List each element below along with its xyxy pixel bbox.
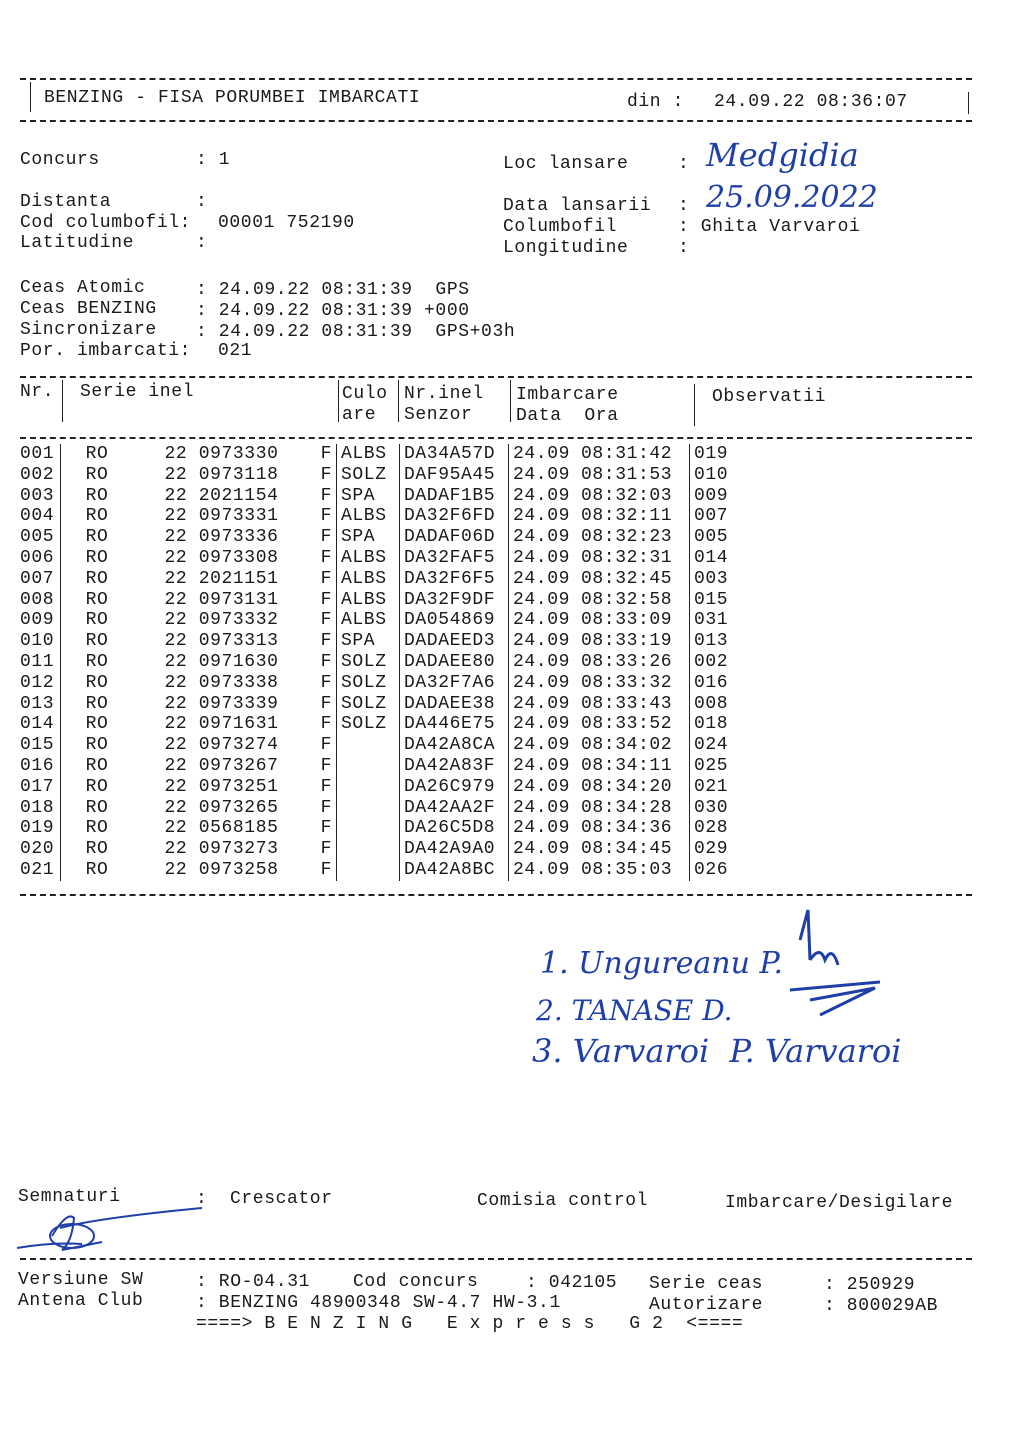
row-sensor: DA42A9A0 <box>400 839 509 860</box>
row-country: RO <box>85 651 109 672</box>
row-color <box>337 735 400 756</box>
row-ring-serial: 22 0973265 <box>164 797 279 818</box>
row-nr: 002 <box>20 465 61 486</box>
row-date: 24.09 <box>509 631 582 652</box>
table-row <box>20 506 754 527</box>
row-ring-serial: 22 0973330 <box>164 444 279 464</box>
row-sensor: DA32F7A6 <box>400 673 509 694</box>
row-color: SPA <box>337 527 400 548</box>
table-bottom-rule <box>20 894 972 896</box>
row-time: 08:32:31 <box>581 547 673 568</box>
row-nr: 001 <box>20 444 61 465</box>
autorizare-value: : 800029AB <box>824 1296 939 1316</box>
row-color: SOLZ <box>337 714 400 735</box>
table-row <box>20 694 754 715</box>
table-row <box>20 756 754 777</box>
row-time: 08:32:58 <box>581 589 673 610</box>
row-country: RO <box>85 735 109 756</box>
table-row <box>20 652 754 673</box>
row-ring-serial: 22 2021151 <box>164 568 279 589</box>
row-ring-serial: 22 0973267 <box>164 755 279 776</box>
row-date: 24.09 <box>509 714 582 735</box>
row-observation: 014 <box>690 548 755 569</box>
row-country: RO <box>85 839 109 860</box>
footer-top-rule <box>20 1258 972 1260</box>
row-color: ALBS <box>337 506 400 527</box>
row-color: SOLZ <box>337 652 400 673</box>
row-country: RO <box>85 589 109 610</box>
row-time: 08:33:43 <box>581 693 673 714</box>
table-row <box>20 673 754 694</box>
columbofil-value: : Ghita Varvaroi <box>678 217 861 237</box>
ceas-benzing-label: Ceas BENZING <box>20 299 157 319</box>
loc-lansare-sep: : <box>678 154 690 174</box>
row-date: 24.09 <box>509 548 582 569</box>
por-imbarcati-label: Por. imbarcati: <box>20 341 192 361</box>
row-sex: F <box>320 859 332 880</box>
row-time: 08:32:03 <box>581 485 673 506</box>
table-row <box>20 860 754 881</box>
row-ring-serial: 22 0973331 <box>164 506 279 527</box>
row-sex: F <box>320 610 332 631</box>
row-color: ALBS <box>337 548 400 569</box>
row-nr: 019 <box>20 818 61 839</box>
row-country: RO <box>85 610 109 631</box>
col-header-serie: Serie inel <box>80 382 195 402</box>
col-divider <box>694 384 695 426</box>
concurs-value: : 1 <box>196 150 231 170</box>
row-color: ALBS <box>337 569 400 590</box>
row-country: RO <box>85 444 109 464</box>
row-country: RO <box>85 568 109 589</box>
row-color <box>337 839 400 860</box>
row-observation: 024 <box>690 735 755 756</box>
row-date: 24.09 <box>509 610 582 631</box>
table-row <box>20 527 754 548</box>
row-color: SOLZ <box>337 694 400 715</box>
row-ring-serial: 22 0971630 <box>164 651 279 672</box>
row-sensor: DA32F9DF <box>400 590 509 611</box>
latitudine-label: Latitudine <box>20 233 135 253</box>
row-nr: 010 <box>20 631 61 652</box>
row-ring-serial: 22 0973118 <box>164 464 279 485</box>
distanta-value: : <box>196 192 208 212</box>
col-header-nr: Nr. <box>20 382 55 402</box>
table-row <box>20 569 754 590</box>
row-observation: 031 <box>690 610 755 631</box>
row-color <box>337 798 400 819</box>
din-label: din : <box>627 92 685 112</box>
row-nr: 018 <box>20 798 61 819</box>
row-sex: F <box>320 631 332 652</box>
row-color: ALBS <box>337 444 400 465</box>
header-bottom-rule <box>20 120 972 122</box>
row-country: RO <box>85 797 109 818</box>
col-header-imbarcare-2: Data Ora <box>516 406 619 426</box>
col-divider <box>510 380 511 422</box>
row-sensor: DADAEE38 <box>400 694 509 715</box>
row-date: 24.09 <box>509 860 582 881</box>
row-nr: 016 <box>20 756 61 777</box>
row-sensor: DA32F6FD <box>400 506 509 527</box>
row-sensor: DAF95A45 <box>400 465 509 486</box>
loc-lansare-label: Loc lansare <box>503 154 629 174</box>
table-row <box>20 798 754 819</box>
row-time: 08:31:53 <box>581 464 673 485</box>
row-ring-serial: 22 0973313 <box>164 631 279 652</box>
row-nr: 011 <box>20 652 61 673</box>
col-divider <box>398 380 399 422</box>
ceas-benzing-value: : 24.09.22 08:31:39 +000 <box>196 301 470 321</box>
row-nr: 013 <box>20 694 61 715</box>
row-country: RO <box>85 672 109 693</box>
row-sensor: DA446E75 <box>400 714 509 735</box>
antena-value: : BENZING 48900348 SW-4.7 HW-3.1 <box>196 1293 561 1313</box>
row-sex: F <box>320 568 332 589</box>
row-time: 08:34:02 <box>581 735 673 756</box>
row-country: RO <box>85 506 109 527</box>
row-time: 08:32:11 <box>581 506 673 527</box>
row-sensor: DA42A83F <box>400 756 509 777</box>
row-observation: 002 <box>690 652 755 673</box>
semnaturi-label: Semnaturi <box>18 1187 121 1207</box>
latitudine-value: : <box>196 233 208 253</box>
row-date: 24.09 <box>509 569 582 590</box>
row-time: 08:34:20 <box>581 776 673 797</box>
row-observation: 030 <box>690 798 755 819</box>
row-ring-serial: 22 0973273 <box>164 839 279 860</box>
row-country: RO <box>85 485 109 506</box>
row-ring-serial: 22 0973251 <box>164 776 279 797</box>
table-row <box>20 444 754 465</box>
row-sensor: DA26C5D8 <box>400 818 509 839</box>
versiune-value: : RO-04.31 <box>196 1272 311 1292</box>
row-observation: 013 <box>690 631 755 652</box>
row-time: 08:34:36 <box>581 818 673 839</box>
col-header-observatii: Observatii <box>712 387 827 407</box>
row-nr: 017 <box>20 777 61 798</box>
row-sensor: DA26C979 <box>400 777 509 798</box>
col-header-nrinel-1: Nr.inel <box>404 384 484 404</box>
row-observation: 008 <box>690 694 755 715</box>
row-sensor: DA054869 <box>400 610 509 631</box>
row-date: 24.09 <box>509 798 582 819</box>
col-divider <box>62 380 63 422</box>
row-observation: 007 <box>690 506 755 527</box>
crescator-signature <box>12 1206 212 1256</box>
row-sex: F <box>320 839 332 860</box>
handwritten-name-1: 1. Ungureanu P. <box>540 946 784 981</box>
row-sex: F <box>320 776 332 797</box>
row-time: 08:32:45 <box>581 568 673 589</box>
row-time: 08:33:32 <box>581 672 673 693</box>
col-divider <box>338 380 339 422</box>
row-color: SPA <box>337 631 400 652</box>
row-ring-serial: 22 0973336 <box>164 527 279 548</box>
row-time: 08:34:28 <box>581 797 673 818</box>
top-rule <box>20 78 972 80</box>
row-sex: F <box>320 693 332 714</box>
row-color: SOLZ <box>337 673 400 694</box>
semnaturi-sep: : <box>196 1189 208 1209</box>
longitudine-value: : <box>678 238 690 258</box>
row-nr: 012 <box>20 673 61 694</box>
row-ring-serial: 22 0971631 <box>164 714 279 735</box>
row-date: 24.09 <box>509 818 582 839</box>
row-observation: 003 <box>690 569 755 590</box>
ceas-atomic-label: Ceas Atomic <box>20 278 146 298</box>
row-color <box>337 818 400 839</box>
table-row <box>20 818 754 839</box>
row-country: RO <box>85 755 109 776</box>
row-observation: 010 <box>690 465 755 486</box>
row-sensor: DA42A8CA <box>400 735 509 756</box>
row-sensor: DA32F6F5 <box>400 569 509 590</box>
row-date: 24.09 <box>509 444 582 465</box>
row-color <box>337 756 400 777</box>
table-header-rule <box>20 437 972 439</box>
row-sex: F <box>320 464 332 485</box>
row-time: 08:31:42 <box>581 444 673 464</box>
row-ring-serial: 22 0973338 <box>164 672 279 693</box>
row-color: SPA <box>337 486 400 507</box>
row-sex: F <box>320 797 332 818</box>
row-ring-serial: 22 2021154 <box>164 485 279 506</box>
row-sex: F <box>320 651 332 672</box>
row-date: 24.09 <box>509 756 582 777</box>
row-ring-serial: 22 0568185 <box>164 818 279 839</box>
row-nr: 014 <box>20 714 61 735</box>
row-observation: 028 <box>690 818 755 839</box>
row-sensor: DA34A57D <box>400 444 509 465</box>
table-row <box>20 465 754 486</box>
table-row <box>20 590 754 611</box>
row-nr: 020 <box>20 839 61 860</box>
longitudine-label: Longitudine <box>503 238 629 258</box>
row-observation: 018 <box>690 714 755 735</box>
handwritten-name-3: 3. Varvaroi P. Varvaroi <box>532 1032 902 1070</box>
row-time: 08:33:19 <box>581 631 673 652</box>
row-sensor: DADAF1B5 <box>400 486 509 507</box>
col-header-nrinel-2: Senzor <box>404 405 473 425</box>
din-value: 24.09.22 08:36:07 <box>714 92 908 112</box>
row-ring-serial: 22 0973308 <box>164 547 279 568</box>
table-row <box>20 714 754 735</box>
data-lansarii-handwritten: 25.09.2022 <box>706 180 878 215</box>
handwritten-signature <box>780 900 900 1020</box>
row-ring-serial: 22 0973131 <box>164 589 279 610</box>
cod-concurs-label: Cod concurs <box>353 1272 479 1292</box>
row-observation: 019 <box>690 444 755 465</box>
serie-ceas-value: : 250929 <box>824 1275 916 1295</box>
row-nr: 009 <box>20 610 61 631</box>
row-sex: F <box>320 547 332 568</box>
row-date: 24.09 <box>509 735 582 756</box>
row-date: 24.09 <box>509 506 582 527</box>
table-row <box>20 631 754 652</box>
cod-concurs-value: : 042105 <box>526 1273 618 1293</box>
row-date: 24.09 <box>509 839 582 860</box>
columbofil-label: Columbofil <box>503 217 618 237</box>
row-ring-serial: 22 0973332 <box>164 610 279 631</box>
row-sex: F <box>320 444 332 464</box>
row-ring-serial: 22 0973274 <box>164 735 279 756</box>
antena-label: Antena Club <box>18 1291 144 1311</box>
row-time: 08:33:26 <box>581 651 673 672</box>
row-color: ALBS <box>337 610 400 631</box>
row-sex: F <box>320 506 332 527</box>
row-observation: 005 <box>690 527 755 548</box>
loc-lansare-handwritten: Medgidia <box>706 136 859 174</box>
row-nr: 006 <box>20 548 61 569</box>
row-country: RO <box>85 547 109 568</box>
row-country: RO <box>85 859 109 880</box>
versiune-label: Versiune SW <box>18 1270 144 1290</box>
row-country: RO <box>85 527 109 548</box>
row-ring-serial: 22 0973258 <box>164 859 279 880</box>
row-nr: 008 <box>20 590 61 611</box>
row-sex: F <box>320 714 332 735</box>
row-country: RO <box>85 714 109 735</box>
row-nr: 007 <box>20 569 61 590</box>
cod-columbofil-label: Cod columbofil: <box>20 213 192 233</box>
table-row <box>20 839 754 860</box>
row-country: RO <box>85 693 109 714</box>
row-country: RO <box>85 631 109 652</box>
row-country: RO <box>85 464 109 485</box>
row-time: 08:35:03 <box>581 859 673 880</box>
row-sensor: DA42AA2F <box>400 798 509 819</box>
serie-ceas-label: Serie ceas <box>649 1274 764 1294</box>
row-date: 24.09 <box>509 465 582 486</box>
row-sex: F <box>320 818 332 839</box>
row-sensor: DADAEED3 <box>400 631 509 652</box>
col-header-imbarcare-1: Imbarcare <box>516 385 619 405</box>
row-observation: 016 <box>690 673 755 694</box>
row-sensor: DADAEE80 <box>400 652 509 673</box>
table-row <box>20 548 754 569</box>
imbarcare-desigilare-label: Imbarcare/Desigilare <box>725 1193 954 1213</box>
row-country: RO <box>85 776 109 797</box>
row-date: 24.09 <box>509 590 582 611</box>
row-date: 24.09 <box>509 694 582 715</box>
data-lansarii-label: Data lansarii <box>503 196 652 216</box>
table-row <box>20 486 754 507</box>
row-color: SOLZ <box>337 465 400 486</box>
row-time: 08:32:23 <box>581 527 673 548</box>
row-sex: F <box>320 672 332 693</box>
row-date: 24.09 <box>509 673 582 694</box>
row-nr: 004 <box>20 506 61 527</box>
row-nr: 005 <box>20 527 61 548</box>
por-imbarcati-value: 021 <box>218 341 253 361</box>
row-date: 24.09 <box>509 486 582 507</box>
table-top-rule <box>20 376 972 378</box>
row-time: 08:33:09 <box>581 610 673 631</box>
crescator-label: Crescator <box>230 1189 333 1209</box>
row-sensor: DA32FAF5 <box>400 548 509 569</box>
sincronizare-value: : 24.09.22 08:31:39 GPS+03h <box>196 322 516 342</box>
row-observation: 009 <box>690 486 755 507</box>
row-sex: F <box>320 755 332 776</box>
row-nr: 015 <box>20 735 61 756</box>
row-sex: F <box>320 485 332 506</box>
row-time: 08:34:11 <box>581 755 673 776</box>
row-color <box>337 860 400 881</box>
row-sex: F <box>320 527 332 548</box>
row-observation: 015 <box>690 590 755 611</box>
row-sex: F <box>320 735 332 756</box>
row-sex: F <box>320 589 332 610</box>
row-observation: 026 <box>690 860 755 881</box>
table-row <box>20 610 754 631</box>
row-date: 24.09 <box>509 652 582 673</box>
autorizare-label: Autorizare <box>649 1295 764 1315</box>
row-sensor: DA42A8BC <box>400 860 509 881</box>
row-nr: 021 <box>20 860 61 881</box>
row-observation: 021 <box>690 777 755 798</box>
header-right-bar <box>968 92 969 114</box>
row-observation: 025 <box>690 756 755 777</box>
row-color: ALBS <box>337 590 400 611</box>
concurs-label: Concurs <box>20 150 100 170</box>
data-lansarii-sep: : <box>678 196 690 216</box>
header-left-bar <box>30 82 31 112</box>
row-country: RO <box>85 818 109 839</box>
row-time: 08:34:45 <box>581 839 673 860</box>
table-row <box>20 777 754 798</box>
pigeon-table <box>20 444 754 881</box>
ceas-atomic-value: : 24.09.22 08:31:39 GPS <box>196 280 470 300</box>
express-banner: ====> B E N Z I N G E x p r e s s G 2 <==== <box>196 1314 744 1334</box>
sincronizare-label: Sincronizare <box>20 320 157 340</box>
row-sensor: DADAF06D <box>400 527 509 548</box>
row-time: 08:33:52 <box>581 714 673 735</box>
col-header-culoare-2: are <box>342 405 377 425</box>
table-row <box>20 735 754 756</box>
row-ring-serial: 22 0973339 <box>164 693 279 714</box>
distanta-label: Distanta <box>20 192 112 212</box>
row-nr: 003 <box>20 486 61 507</box>
comisia-label: Comisia control <box>477 1191 649 1211</box>
handwritten-name-2: 2. TANASE D. <box>536 994 733 1027</box>
row-observation: 029 <box>690 839 755 860</box>
cod-columbofil-value: 00001 752190 <box>218 213 355 233</box>
row-date: 24.09 <box>509 777 582 798</box>
document-title: BENZING - FISA PORUMBEI IMBARCATI <box>44 88 421 108</box>
row-date: 24.09 <box>509 527 582 548</box>
row-color <box>337 777 400 798</box>
col-header-culoare-1: Culo <box>342 384 388 404</box>
